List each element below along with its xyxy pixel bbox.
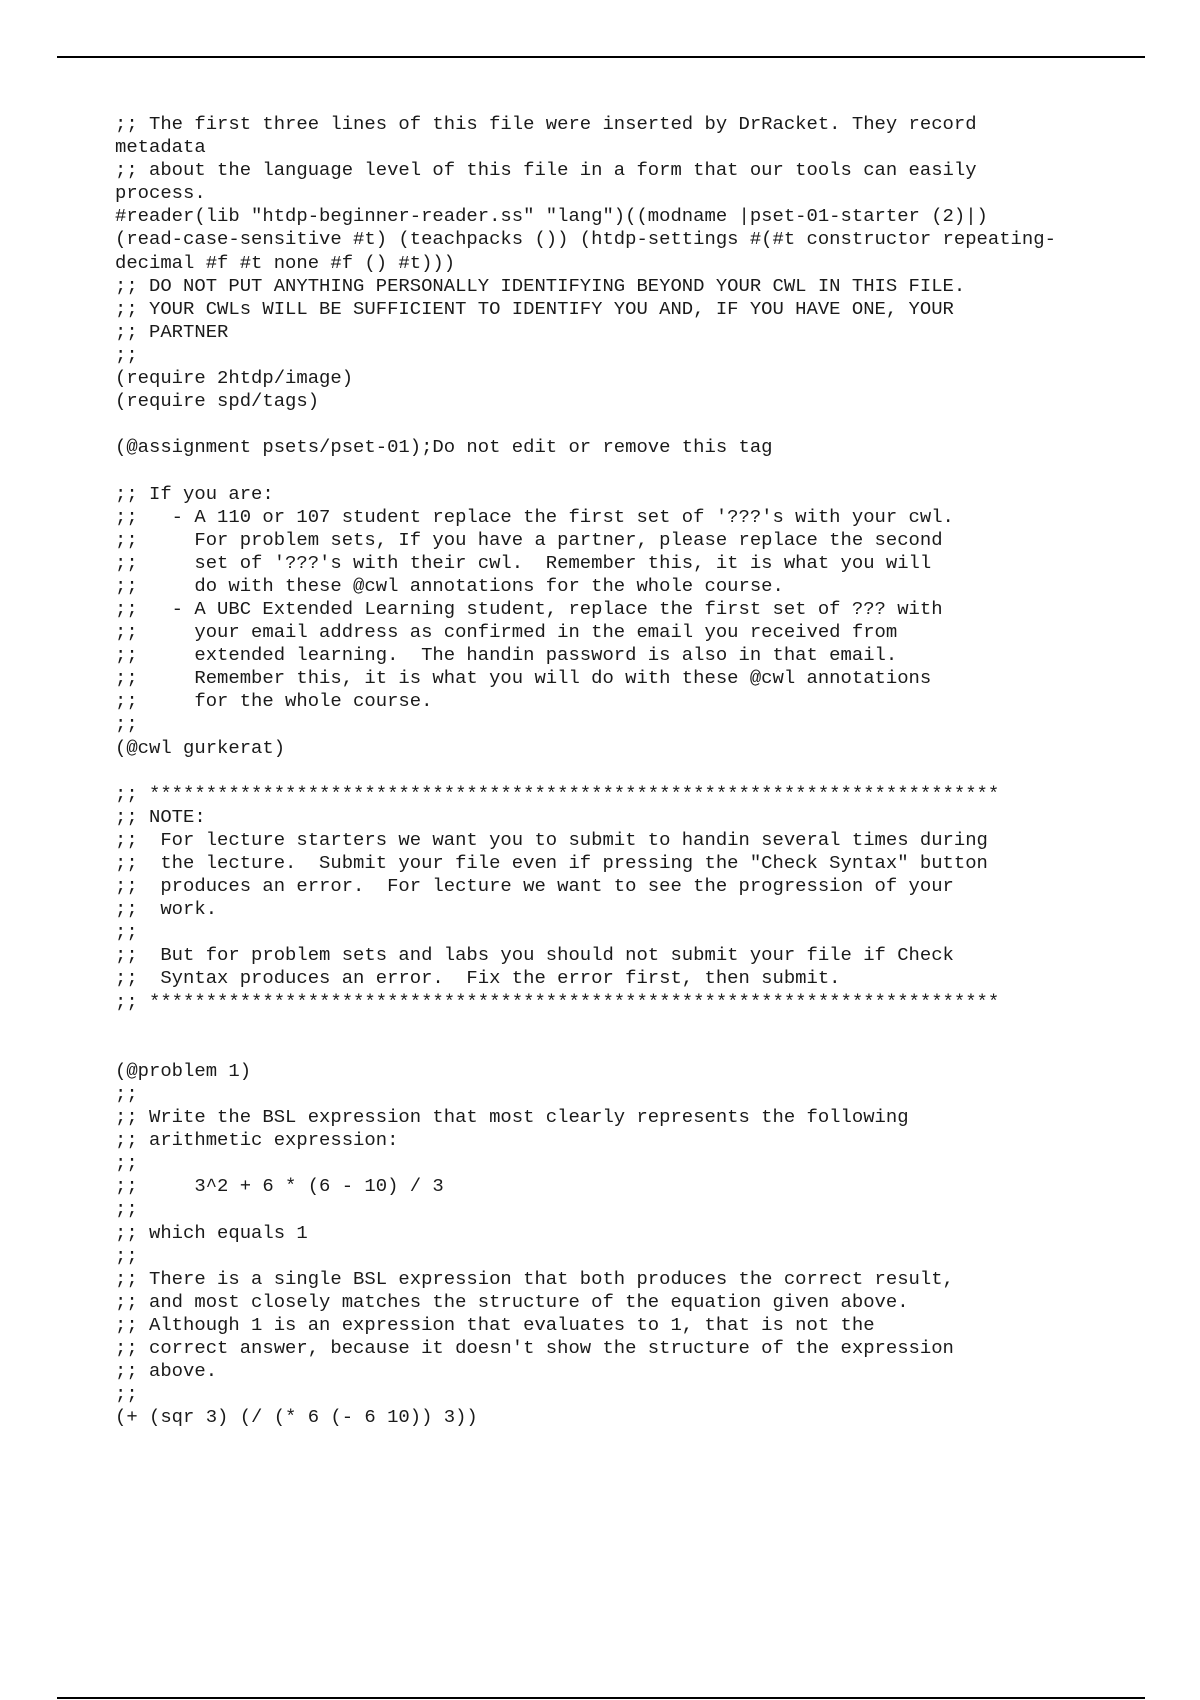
- code-line: ;; But for problem sets and labs you should not submit your file if Check: [115, 944, 954, 967]
- code-line: ;; which equals 1: [115, 1221, 308, 1244]
- code-line: (read-case-sensitive #t) (teachpacks ()) (htdp-settings #(#t constructor repeating-: [115, 228, 1056, 251]
- code-line: ;; - A UBC Extended Learning student, replace the first set of ??? with: [115, 597, 943, 620]
- code-line: ;;: [115, 1383, 138, 1406]
- code-line: ;; your email address as confirmed in the email you received from: [115, 621, 898, 644]
- code-line: ;; Remember this, it is what you will do with these @cwl annotations: [115, 667, 932, 690]
- code-line: ;; NOTE:: [115, 805, 206, 828]
- code-line: ;; produces an error. For lecture we want to see the progression of your: [115, 875, 954, 898]
- code-line: ;; above.: [115, 1360, 218, 1383]
- code-line: ;; For problem sets, If you have a partner, please replace the second: [115, 528, 943, 551]
- footer-rule: [57, 1697, 1145, 1699]
- code-line: ;; the lecture. Submit your file even if pressing the "Check Syntax" button: [115, 852, 988, 874]
- code-line: ;; ***************************************************************************: [115, 990, 1000, 1013]
- code-line: ;; - A 110 or 107 student replace the first set of '???'s with your cwl.: [115, 505, 954, 528]
- code-line: ;;: [115, 713, 138, 736]
- code-line: (require spd/tags): [115, 390, 320, 413]
- code-line: ;; do with these @cwl annotations for the whole course.: [115, 574, 784, 597]
- code-line: ;;: [115, 1244, 138, 1267]
- code-line: ;;: [115, 921, 138, 944]
- code-line: ;; Write the BSL expression that most clearly represents the following: [115, 1106, 909, 1129]
- code-line: ;; extended learning. The handin password is also in that email.: [115, 644, 898, 667]
- header-rule: [57, 56, 1145, 58]
- code-line: ;;: [115, 1198, 138, 1221]
- code-line: [115, 1037, 1175, 1060]
- code-line: ;; The first three lines of this file were inserted by DrRacket. They record: [115, 113, 977, 135]
- code-line: [115, 459, 1175, 482]
- code-line: process.: [115, 182, 206, 205]
- code-line: ;; set of '???'s with their cwl. Remember this, it is what you will: [115, 551, 932, 574]
- code-line: ;;: [115, 343, 138, 366]
- code-line: ;;: [115, 1152, 138, 1175]
- code-line: ;; 3^2 + 6 * (6 - 10) / 3: [115, 1175, 444, 1198]
- code-line: ;; and most closely matches the structure of the equation given above.: [115, 1290, 909, 1313]
- code-line: ;; ***************************************************************************: [115, 782, 1000, 805]
- code-line: [115, 413, 1175, 436]
- code-line: ;; DO NOT PUT ANYTHING PERSONALLY IDENTIFYING BEYOND YOUR CWL IN THIS FILE.: [115, 274, 966, 297]
- code-line: (@cwl gurkerat): [115, 736, 286, 759]
- code-line: decimal #f #t none #f () #t))): [115, 251, 456, 274]
- code-line: ;; YOUR CWLs WILL BE SUFFICIENT TO IDENTIFY YOU AND, IF YOU HAVE ONE, YOUR: [115, 297, 954, 320]
- code-line: ;; Although 1 is an expression that evaluates to 1, that is not the: [115, 1313, 875, 1336]
- code-line: (@assignment psets/pset-01);Do not edit or remove this tag: [115, 436, 773, 459]
- code-line: metadata: [115, 136, 206, 159]
- source-code-block: [115, 113, 1175, 1429]
- code-line: ;; correct answer, because it doesn't show the structure of the expression: [115, 1336, 954, 1359]
- code-line: (require 2htdp/image): [115, 367, 354, 390]
- code-line: ;; arithmetic expression:: [115, 1129, 399, 1152]
- code-line: ;; work.: [115, 898, 218, 921]
- code-line: #reader(lib "htdp-beginner-reader.ss" "lang")((modname |pset-01-starter (2)|): [115, 205, 988, 228]
- code-line: (+ (sqr 3) (/ (* 6 (- 6 10)) 3)): [115, 1406, 478, 1429]
- code-line: [115, 760, 1175, 783]
- code-line: ;; about the language level of this file in a form that our tools can easily: [115, 159, 977, 182]
- code-line: ;; There is a single BSL expression that both produces the correct result,: [115, 1267, 954, 1290]
- code-line: [115, 1014, 1175, 1037]
- code-line: ;; for the whole course.: [115, 690, 433, 713]
- code-line: ;; For lecture starters we want you to submit to handin several times during: [115, 828, 988, 851]
- code-line: ;; PARTNER: [115, 320, 229, 343]
- code-line: ;;: [115, 1082, 138, 1105]
- code-line: ;; Syntax produces an error. Fix the error first, then submit.: [115, 967, 841, 990]
- code-line: ;; If you are:: [115, 482, 274, 505]
- code-line: (@problem 1): [115, 1059, 252, 1082]
